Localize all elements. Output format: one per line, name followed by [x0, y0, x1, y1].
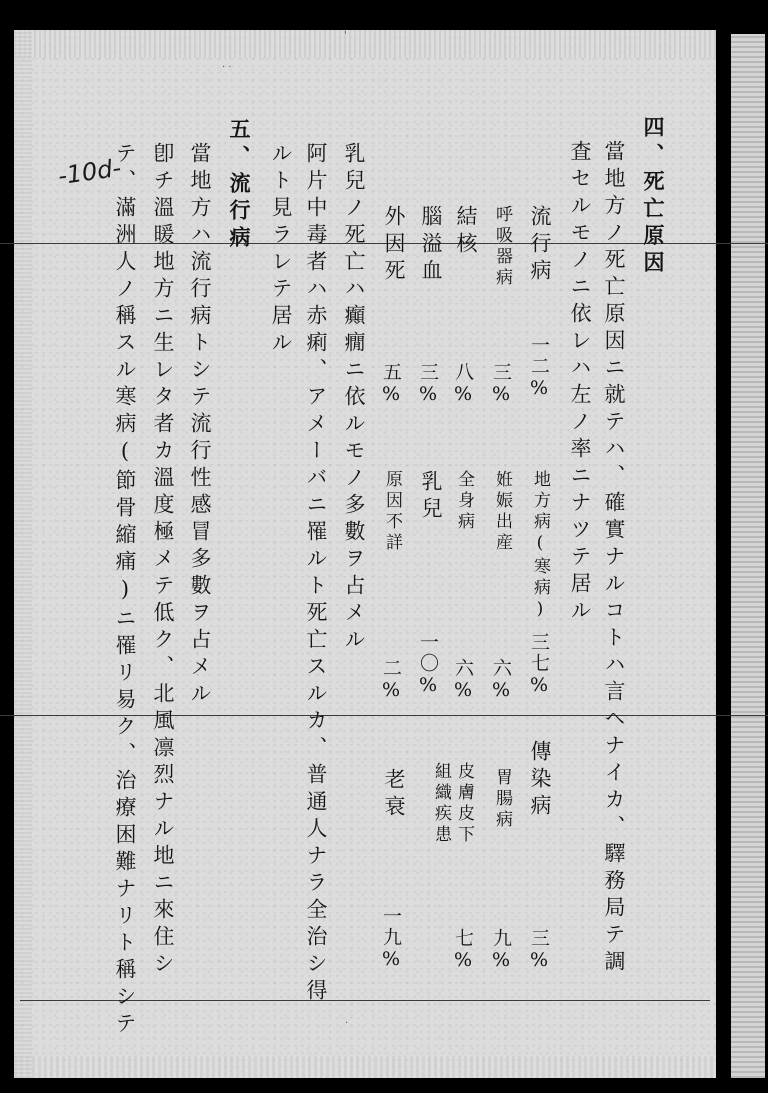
- table-cell-value: 六%: [452, 658, 474, 703]
- table-cell-value: 一〇%: [417, 632, 439, 698]
- table-cell-label: 姙娠出産: [492, 470, 512, 554]
- paragraph-opium-line-1: 阿片中毒者ハ赤痢、アメーバニ罹ルト死亡スルカ、普通人ナラ全治シ得: [304, 142, 328, 1006]
- bottom-edge-noise: [14, 1056, 716, 1078]
- table-cell-value: 三%: [528, 928, 550, 973]
- table-cell-value: 三七%: [528, 632, 550, 698]
- table-cell-label: 流行病: [528, 205, 552, 286]
- paragraph-infant-deaths: 乳兒ノ死亡ハ癲癇ニ依ルモノ多數ヲ占メル: [342, 142, 366, 655]
- handwritten-page-number: -10d-: [56, 153, 123, 191]
- table-cell-value: 五%: [380, 362, 402, 407]
- table-cell-label: 原因不詳: [382, 470, 402, 554]
- table-cell-label: 外因死: [382, 205, 406, 286]
- table-cell-value: 三%: [490, 362, 512, 407]
- top-edge-noise: [14, 30, 716, 58]
- speck-marks-top: ': [344, 30, 347, 41]
- table-cell-value: 八%: [452, 362, 474, 407]
- table-cell-label: 胃腸病: [492, 768, 512, 831]
- table-cell-label: 地方病(寒病): [530, 470, 550, 623]
- table-cell-value: 二%: [380, 658, 402, 703]
- table-cell-value: 三%: [417, 362, 439, 407]
- table-cell-label: 組織疾患: [431, 762, 451, 846]
- table-cell-value: 七%: [452, 928, 474, 973]
- section-heading-epidemics: 五、流行病: [227, 118, 252, 253]
- table-cell-value: 九%: [490, 928, 512, 973]
- table-cell-label: 傳染病: [528, 740, 552, 821]
- table-cell-label: 呼吸器病: [492, 205, 512, 289]
- paragraph-opium-line-2: ルト見ラレテ居ル: [269, 142, 293, 358]
- paragraph-line-1: 當地方ノ死亡原因ニ就テハ、確實ナルコトハ言ヘナイカ、驛務局テ調: [602, 140, 626, 977]
- paragraph-epidemic-line-1: 當地方ハ流行病トシテ流行性感冒多數ヲ占メル: [188, 142, 212, 709]
- table-cell-value: 一九%: [380, 906, 402, 972]
- speck-marks-bottom: ·: [345, 1018, 349, 1029]
- section-heading-death-causes: 四、死亡原因: [641, 116, 666, 278]
- table-cell-label: 結核: [454, 205, 478, 259]
- table-cell-value: 一二%: [528, 335, 550, 401]
- speck-marks: · ·: [222, 62, 232, 73]
- paragraph-epidemic-line-3: テ、滿洲人ノ稱スル寒病(節骨縮痛)ニ罹リ易ク、治療困難ナリト稱シテ: [113, 142, 137, 1039]
- adjacent-page-strip: [731, 34, 765, 1078]
- left-edge-noise: [14, 30, 32, 1078]
- table-cell-label: 老衰: [382, 768, 406, 822]
- table-cell-label: 全身病: [454, 470, 474, 533]
- paragraph-line-2: 査セルモノニ依レハ左ノ率ニナツテ居ル: [568, 140, 592, 626]
- table-cell-label: 腦溢血: [419, 205, 443, 286]
- table-cell-label: 皮膚皮下: [454, 762, 474, 846]
- paragraph-epidemic-line-2: 卽チ溫暖地方ニ生レタ者カ溫度極メテ低ク、北風凛烈ナル地ニ來住シ: [151, 142, 175, 979]
- table-cell-value: 六%: [490, 658, 512, 703]
- table-cell-label: 乳兒: [419, 470, 443, 524]
